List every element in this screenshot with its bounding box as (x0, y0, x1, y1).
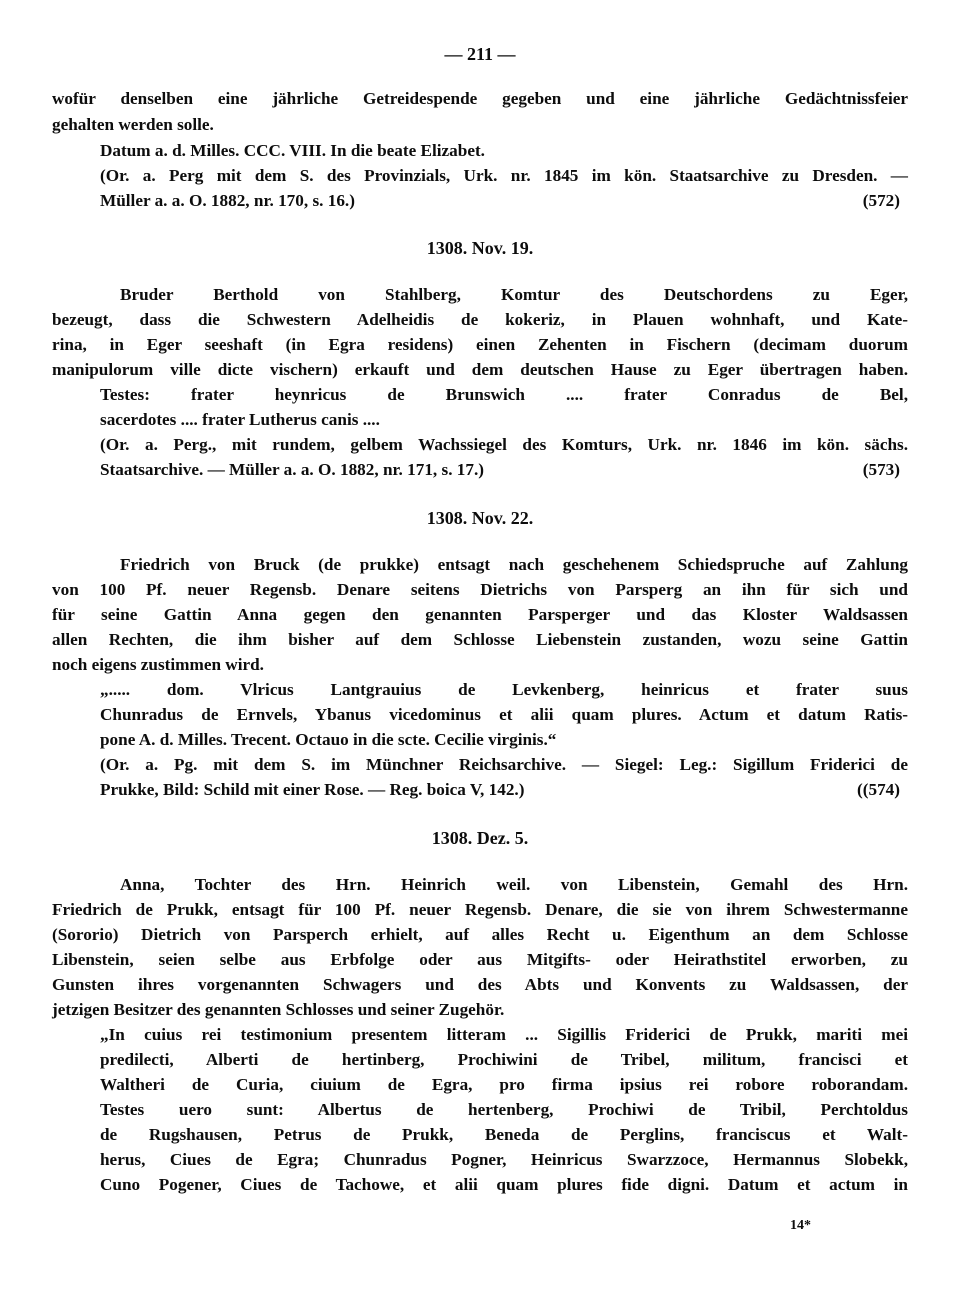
text-line: Datum a. d. Milles. CCC. VIII. In die beate Elizabet. (100, 141, 485, 160)
entry-number: ((574) (857, 780, 900, 799)
text-line: sacerdotes .... frater Lutherus canis .... (100, 410, 380, 429)
entry-number: (572) (862, 191, 900, 210)
text-line: allen Rechten, die ihm bisher auf dem Schlosse Liebenstein zustanden, wozu seine Gattin (52, 630, 908, 649)
text-line: Staatsarchive. — Müller a. a. O. 1882, nr. 171, s. 17.) (100, 460, 485, 479)
text-line: Chunradus de Ernvels, Ybanus vicedominus et alii quam plures. Actum et datum Ratis- (100, 705, 908, 724)
text-line: Cuno Pogener, Ciues de Tachowe, et alii quam plures fide digni. Datum et actum in (100, 1175, 908, 1194)
signature-mark: 14* (790, 1218, 811, 1233)
text-line: herus, Ciues de Egra; Chunradus Pogner, Heinricus Swarzzoce, Hermannus Slobekk, (100, 1150, 908, 1169)
text-line: Bruder Berthold von Stahlberg, Komtur des Deutschordens zu Eger, (120, 285, 908, 304)
entry-heading: 1308. Nov. 19. (426, 238, 534, 258)
text-line: für seine Gattin Anna gegen den genannten Parsperger und das Kloster Waldsassen (52, 605, 908, 624)
entry-number: (573) (862, 460, 900, 479)
entry-heading: 1308. Dez. 5. (431, 828, 529, 848)
text-line: „In cuius rei testimonium presentem litteram ... Sigillis Friderici de Prukk, mariti mei (100, 1025, 908, 1044)
text-line: (Or. a. Perg mit dem S. des Provinzials, Urk. nr. 1845 im kön. Staatsarchive zu Dresden. — (100, 166, 908, 185)
text-line: rina, in Eger seeshaft (in Egra residens) einen Zehenten in Fischern (decimam duorum (52, 335, 908, 354)
text-line: Testes uero sunt: Albertus de hertenberg, Prochiwi de Tribil, Perchtoldus (100, 1100, 908, 1119)
text-line: Friedrich de Prukk, entsagt für 100 Pf. neuer Regensb. Denare, die sie von ihrem Schwestermanne (52, 900, 908, 919)
text-line: „..... dom. Vlricus Lantgrauius de Levkenberg, heinricus et frater suus (100, 680, 908, 699)
text-line: Gunsten ihres vorgenannten Schwagers und des Abts und Konvents zu Waldsassen, der (52, 975, 908, 994)
text-line: Waltheri de Curia, ciuium de Egra, pro firma ipsius rei robore roborandam. (100, 1075, 908, 1094)
text-line: Friedrich von Bruck (de prukke) entsagt nach geschehenem Schiedspruche auf Zahlung (120, 555, 908, 574)
text-line: manipulorum ville dicte vischern) erkauft und dem deutschen Hause zu Eger übertragen haben. (52, 360, 908, 379)
text-line: predilecti, Alberti de hertinberg, Prochiwini de Tribel, militum, francisci et (100, 1050, 908, 1069)
text-line: jetzigen Besitzer des genannten Schlosses und seiner Zugehör. (52, 1000, 505, 1019)
text-line: Prukke, Bild: Schild mit einer Rose. — Reg. boica V, 142.) (100, 780, 525, 799)
text-line: bezeugt, dass die Schwestern Adelheidis de kokeriz, in Plauen wohnhaft, und Kate- (52, 310, 908, 329)
page-number: — 211 — (444, 44, 516, 64)
text-line: noch eigens zustimmen wird. (52, 655, 264, 674)
text-line: (Sororio) Dietrich von Parsperch erhielt, auf alles Recht u. Eigenthum an dem Schlosse (52, 925, 908, 944)
text-line: Anna, Tochter des Hrn. Heinrich weil. von Libenstein, Gemahl des Hrn. (120, 875, 908, 894)
text-line: Libenstein, seien selbe aus Erbfolge oder aus Mitgifts- oder Heirathstitel erworben, zu (52, 950, 908, 969)
text-line: wofür denselben eine jährliche Getreidespende gegeben und eine jährliche Gedächtnissfeier (52, 89, 908, 108)
text-line: gehalten werden solle. (52, 115, 214, 134)
text-line: de Rugshausen, Petrus de Prukk, Beneda de Perglins, franciscus et Walt- (100, 1125, 908, 1144)
entry-heading: 1308. Nov. 22. (426, 508, 534, 528)
text-line: pone A. d. Milles. Trecent. Octauo in die scte. Cecilie virginis.“ (100, 730, 557, 749)
text-line: Müller a. a. O. 1882, nr. 170, s. 16.) (100, 191, 355, 210)
text-line: (Or. a. Pg. mit dem S. im Münchner Reichsarchive. — Siegel: Leg.: Sigillum Friderici de (100, 755, 908, 774)
text-line: (Or. a. Perg., mit rundem, gelbem Wachssiegel des Komturs, Urk. nr. 1846 im kön. sächs. (100, 435, 908, 454)
text-line: von 100 Pf. neuer Regensb. Denare seitens Dietrichs von Parsperg an ihn für sich und (52, 580, 908, 599)
text-line: Testes: frater heynricus de Brunswich .... frater Conradus de Bel, (100, 385, 908, 404)
